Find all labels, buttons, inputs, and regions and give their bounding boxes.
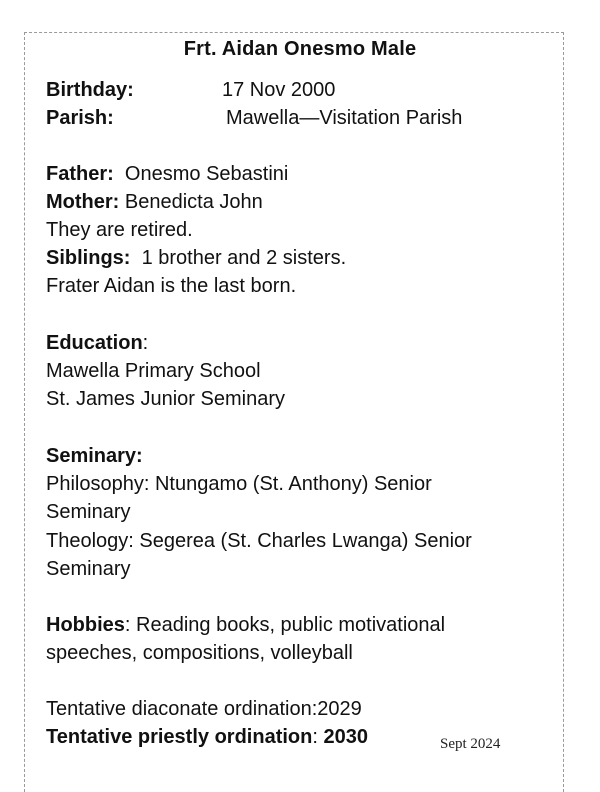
theology-line-cont: Seminary xyxy=(46,558,131,580)
priestly-sep: : xyxy=(312,726,324,748)
birthday-value: 17 Nov 2000 xyxy=(222,79,336,101)
birth-order-note: Frater Aidan is the last born. xyxy=(46,275,297,297)
theology-line: Theology: Segerea (St. Charles Lwanga) Senior xyxy=(46,530,472,552)
parish-value: Mawella—Visitation Parish xyxy=(226,107,463,129)
hobbies-text: : Reading books, public motivational xyxy=(124,614,446,636)
priestly-label: Tentative priestly ordination xyxy=(46,726,313,748)
mother-value: Benedicta John xyxy=(124,191,263,213)
education-item: Mawella Primary School xyxy=(46,360,261,382)
philosophy-line-cont: Seminary xyxy=(46,501,131,523)
education-colon: : xyxy=(142,332,149,354)
hobbies-label: Hobbies xyxy=(46,614,125,636)
education-heading xyxy=(46,331,148,355)
father-row xyxy=(46,162,288,186)
siblings-value: 1 brother and 2 sisters. xyxy=(141,247,347,269)
birthday-label: Birthday: xyxy=(46,79,134,101)
seminary-heading: Seminary: xyxy=(46,445,143,467)
diaconate-ordination: Tentative diaconate ordination:2029 xyxy=(46,698,362,720)
mother-label: Mother: xyxy=(46,191,120,213)
siblings-row xyxy=(46,246,346,270)
priestly-year: 2030 xyxy=(323,726,368,748)
father-label: Father: xyxy=(46,163,114,185)
hobbies-row xyxy=(46,613,445,637)
philosophy-line: Philosophy: Ntungamo (St. Anthony) Senior xyxy=(46,473,432,495)
hobbies-line-cont: speeches, compositions, volleyball xyxy=(46,642,353,664)
parish-row xyxy=(46,106,463,130)
education-label: Education xyxy=(46,332,143,354)
priestly-ordination-row xyxy=(46,725,368,749)
birthday-row xyxy=(46,78,336,102)
parish-label: Parish: xyxy=(46,107,114,129)
father-value: Onesmo Sebastini xyxy=(124,163,289,185)
parents-note: They are retired. xyxy=(46,219,193,241)
profile-card xyxy=(24,32,564,792)
education-item: St. James Junior Seminary xyxy=(46,388,285,410)
mother-row xyxy=(46,190,263,214)
profile-name: Frt. Aidan Onesmo Male xyxy=(183,38,417,60)
siblings-label: Siblings: xyxy=(46,247,131,269)
date-note: Sept 2024 xyxy=(440,736,501,752)
